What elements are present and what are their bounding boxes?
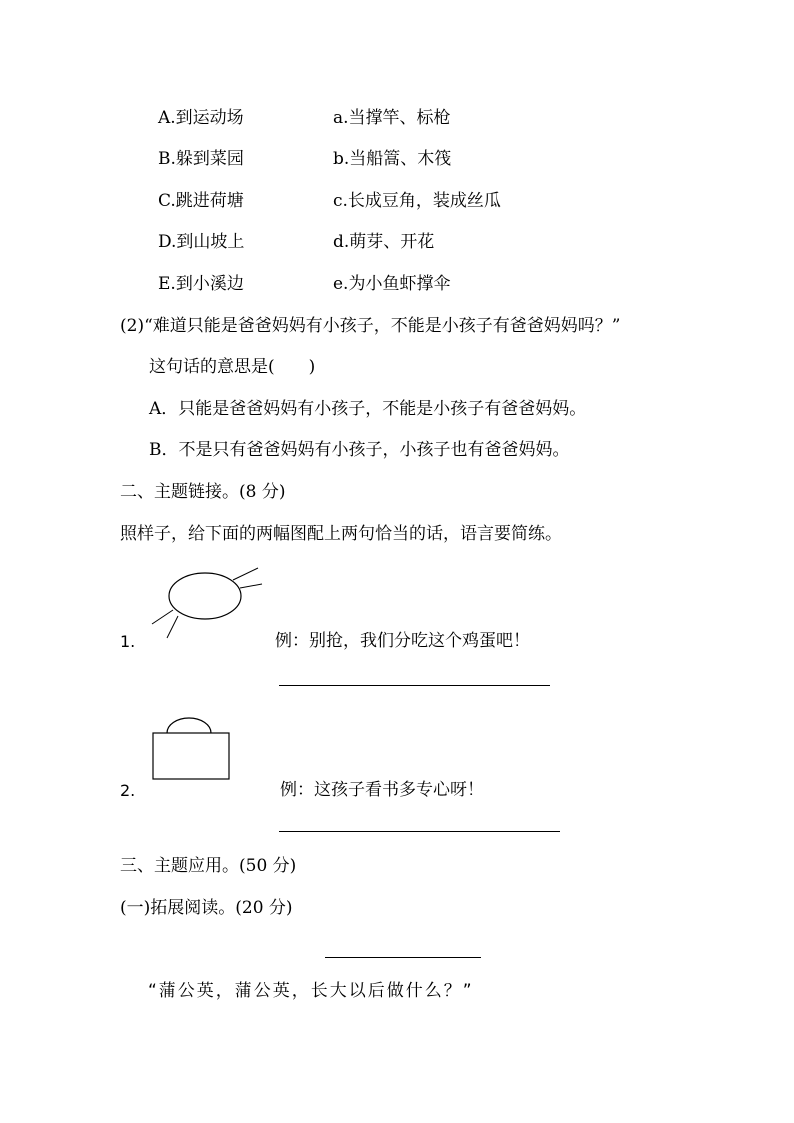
match-right-c: c.长成豆角，装成丝瓜 (333, 191, 501, 211)
match-right-b: b.当船篙、木筏 (333, 149, 452, 169)
section-3-sub-heading: (一)拓展阅读。(20 分) (120, 898, 293, 918)
passage-title-blank[interactable] (325, 957, 481, 958)
book-figure (150, 710, 234, 782)
question-2-prompt: 这句话的意思是( ) (149, 357, 316, 377)
poem-line: “蒲公英，蒲公英，长大以后做什么？” (148, 981, 474, 1001)
match-left-e: E.到小溪边 (158, 274, 244, 294)
question-2-option-b: B．不是只有爸爸妈妈有小孩子，小孩子也有爸爸妈妈。 (149, 440, 570, 460)
match-right-e: e.为小鱼虾撑伞 (333, 274, 451, 294)
section-3-heading: 三、主题应用。(50 分) (120, 856, 297, 876)
item-1-example: 例：别抢，我们分吃这个鸡蛋吧！ (275, 631, 530, 651)
item-2-example: 例：这孩子看书多专心呀！ (280, 780, 484, 800)
match-left-b: B.躲到菜园 (158, 149, 244, 169)
item-1-number: 1. (120, 632, 136, 651)
egg-figure (145, 562, 265, 647)
match-right-d: d.萌芽、开花 (333, 232, 435, 252)
match-left-c: C.跳进荷塘 (158, 191, 244, 211)
match-right-a: a.当撑竿、标枪 (333, 108, 451, 128)
match-left-d: D.到山坡上 (158, 232, 245, 252)
section-2-instruction: 照样子，给下面的两幅图配上两句恰当的话，语言要简练。 (120, 524, 562, 544)
section-2-heading: 二、主题链接。(8 分) (120, 482, 286, 502)
item-1-answer-blank[interactable] (279, 685, 550, 686)
question-2-stem: (2)“难道只能是爸爸妈妈有小孩子，不能是小孩子有爸爸妈妈吗？” (120, 316, 621, 336)
match-left-a: A.到运动场 (158, 108, 244, 128)
item-2-answer-blank[interactable] (279, 831, 560, 832)
question-2-option-a: A．只能是爸爸妈妈有小孩子，不能是小孩子有爸爸妈妈。 (149, 399, 587, 419)
item-2-number: 2. (120, 781, 136, 800)
